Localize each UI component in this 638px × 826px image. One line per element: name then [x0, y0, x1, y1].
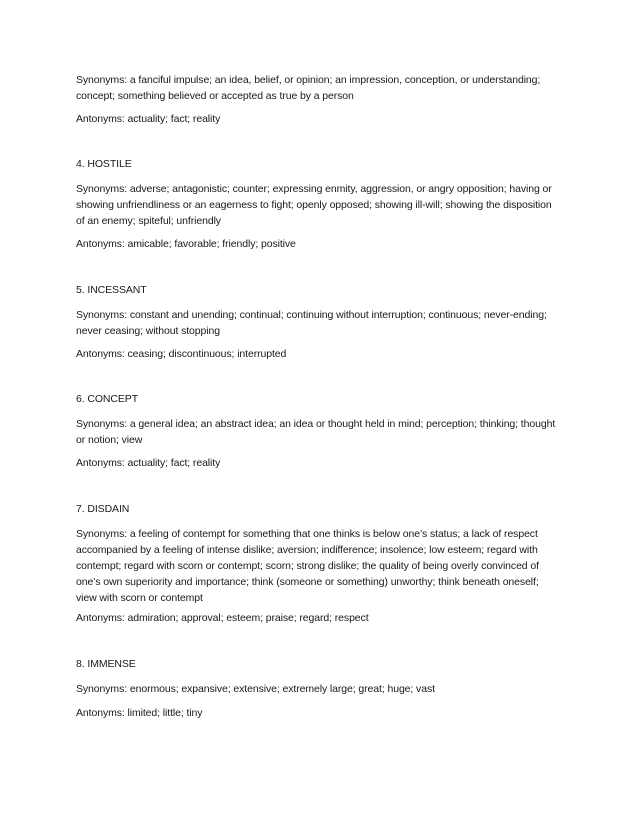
entry-8-antonyms: Antonyms: limited; little; tiny	[76, 707, 203, 719]
entry-3-antonyms: Antonyms: actuality; fact; reality	[76, 113, 221, 125]
entry-6-heading: 6. CONCEPT	[76, 393, 139, 405]
entry-7-synonyms: Synonyms: a feeling of contempt for something that one thinks is below one’s status; a lack of respect accompanied by a feeling of intense dislike; aversion; indifference; insolence; low esteem; regard with contempt; regard with scorn or contempt; scorn; strong dislike; the quality of being overly convinced of one’s own superiority and importance; think (someone or something) unworthy; think beneath oneself; view with scorn or contempt	[76, 528, 539, 604]
entry-8-heading: 8. IMMENSE	[76, 658, 136, 670]
entry-5-heading: 5. INCESSANT	[76, 284, 147, 296]
entry-4-synonyms: Synonyms: adverse; antagonistic; counter; expressing enmity, aggression, or angry opposition; having or showing unfriendliness or an eagerness to fight; openly opposed; showing ill-will; showing the disposition of an enemy; spiteful; unfriendly	[76, 183, 552, 227]
entry-7-heading: 7. DISDAIN	[76, 503, 130, 515]
entry-7-antonyms: Antonyms: admiration; approval; esteem; praise; regard; respect	[76, 612, 369, 624]
entry-8-synonyms: Synonyms: enormous; expansive; extensive; extremely large; great; huge; vast	[76, 683, 435, 695]
entry-5-synonyms: Synonyms: constant and unending; continual; continuing without interruption; continuous; never-ending; never ceasing; without stopping	[76, 309, 547, 337]
entry-6-synonyms: Synonyms: a general idea; an abstract idea; an idea or thought held in mind; perception; thinking; thought or notion; view	[76, 418, 556, 446]
entry-3-synonyms: Synonyms: a fanciful impulse; an idea, belief, or opinion; an impression, conception, or understanding; concept; something believed or accepted as true by a person	[76, 74, 541, 102]
entry-4-antonyms: Antonyms: amicable; favorable; friendly; positive	[76, 238, 296, 250]
entry-5-antonyms: Antonyms: ceasing; discontinuous; interrupted	[76, 348, 287, 360]
entry-4-heading: 4. HOSTILE	[76, 158, 132, 170]
entry-6-antonyms: Antonyms: actuality; fact; reality	[76, 457, 221, 469]
